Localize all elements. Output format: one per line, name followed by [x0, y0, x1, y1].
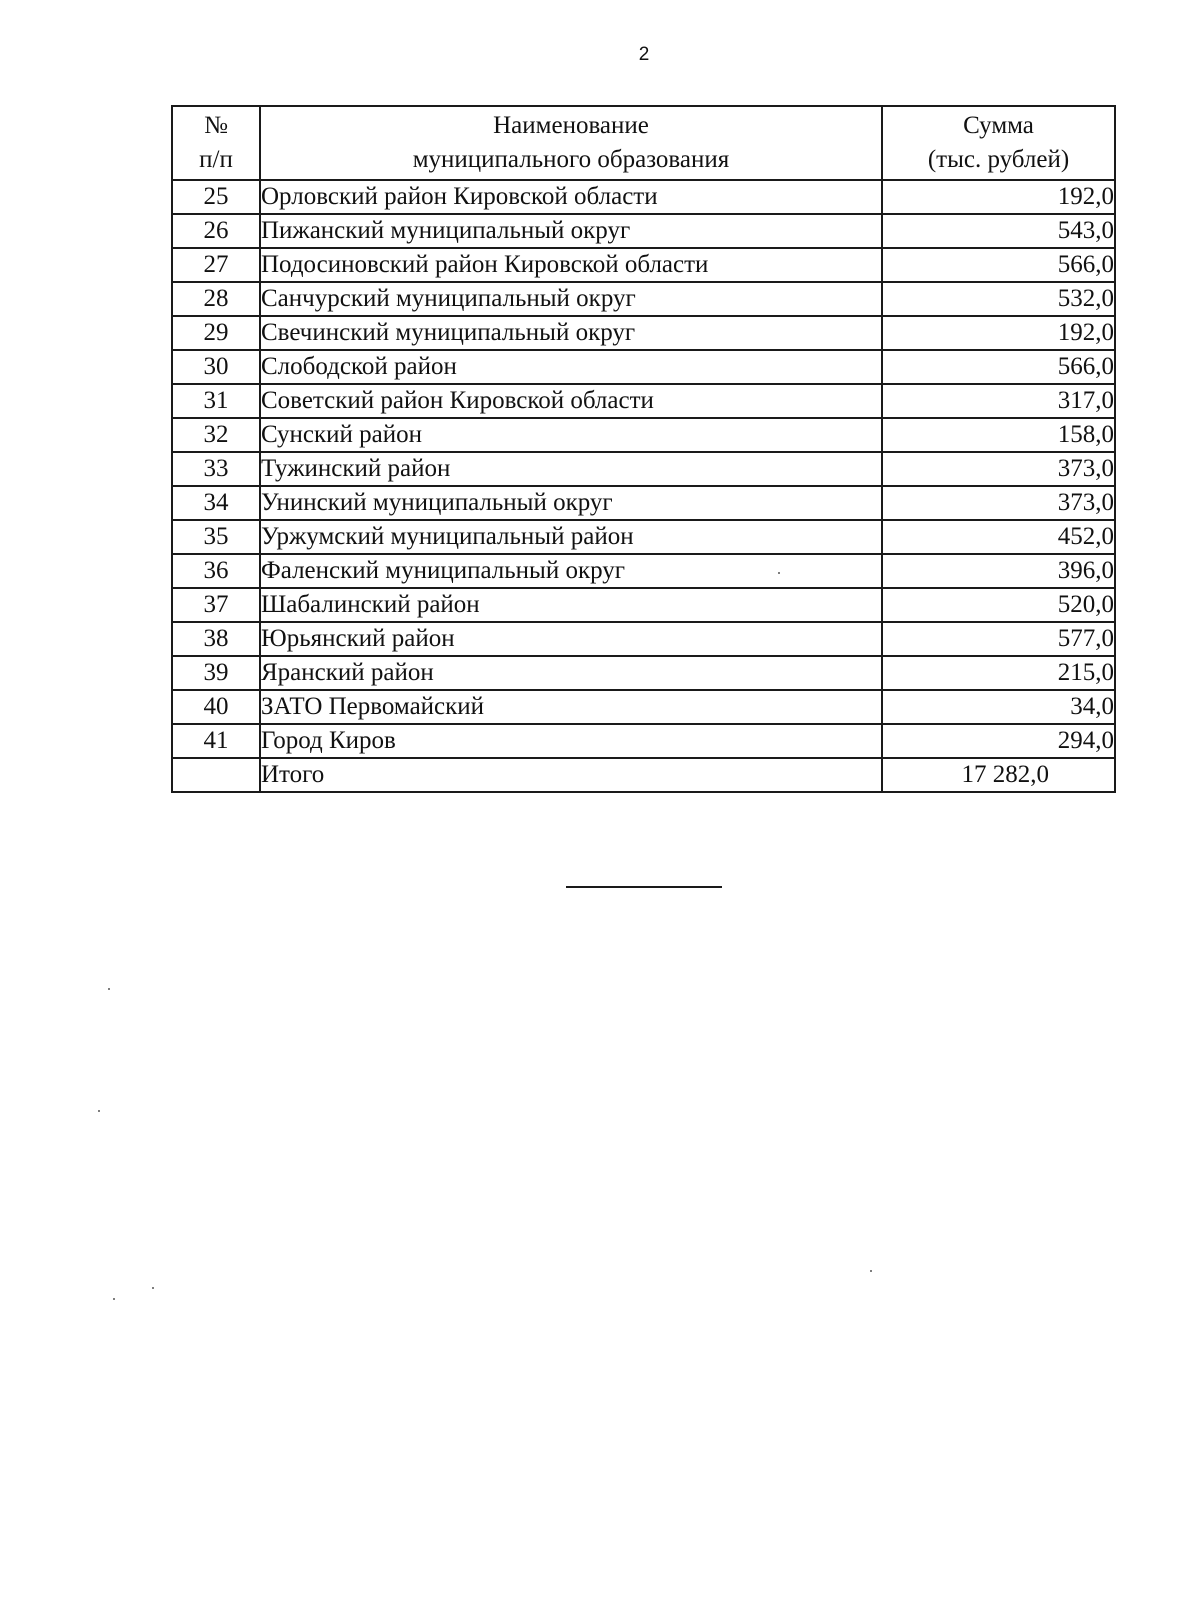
table-row: [172, 180, 1115, 214]
table-row: [172, 622, 1115, 656]
table-row: [172, 418, 1115, 452]
row-sum: 373,0: [882, 486, 1115, 520]
row-number: 29: [172, 316, 260, 350]
scan-speck: [152, 1287, 154, 1289]
header-sum: [882, 106, 1115, 180]
table-row: [172, 248, 1115, 282]
row-number: 38: [172, 622, 260, 656]
row-number: 33: [172, 452, 260, 486]
end-of-document-rule: [566, 886, 722, 888]
row-number: 34: [172, 486, 260, 520]
allocation-table: [171, 105, 1116, 793]
row-number: 32: [172, 418, 260, 452]
row-sum: 215,0: [882, 656, 1115, 690]
table-row: [172, 214, 1115, 248]
total-row: [172, 758, 1115, 792]
row-number: 27: [172, 248, 260, 282]
table-row: [172, 452, 1115, 486]
row-name: Унинский муниципальный округ: [260, 486, 882, 520]
total-number: [172, 758, 260, 792]
row-number: 30: [172, 350, 260, 384]
row-sum: 532,0: [882, 282, 1115, 316]
header-sum-line-2: (тыс. рублей): [927, 146, 1070, 173]
scan-speck: [870, 1270, 872, 1272]
row-sum: 566,0: [882, 248, 1115, 282]
row-sum: 317,0: [882, 384, 1115, 418]
table-row: [172, 656, 1115, 690]
row-name: Подосиновский район Кировской области: [260, 248, 882, 282]
scan-speck: [778, 572, 780, 574]
scan-speck: [113, 1298, 115, 1300]
row-sum: 158,0: [882, 418, 1115, 452]
row-name: Шабалинский район: [260, 588, 882, 622]
row-number: 41: [172, 724, 260, 758]
row-sum: 520,0: [882, 588, 1115, 622]
row-name: Пижанский муниципальный округ: [260, 214, 882, 248]
total-sum: 17 282,0: [882, 758, 1115, 792]
row-name: Яранский район: [260, 656, 882, 690]
row-name: Сунский район: [260, 418, 882, 452]
row-number: 40: [172, 690, 260, 724]
header-name: [260, 106, 882, 180]
row-sum: 396,0: [882, 554, 1115, 588]
table-row: [172, 282, 1115, 316]
header-name-line-2: муниципального образования: [412, 146, 730, 173]
table-row: [172, 520, 1115, 554]
row-number: 35: [172, 520, 260, 554]
row-name: Советский район Кировской области: [260, 384, 882, 418]
row-name: Тужинский район: [260, 452, 882, 486]
row-name: Город Киров: [260, 724, 882, 758]
scan-speck: [108, 988, 110, 990]
row-sum: 577,0: [882, 622, 1115, 656]
table-row: [172, 384, 1115, 418]
header-sum-line-1: Сумма: [963, 112, 1034, 139]
row-sum: 566,0: [882, 350, 1115, 384]
row-sum: 373,0: [882, 452, 1115, 486]
table-row: [172, 486, 1115, 520]
row-name: Слободской район: [260, 350, 882, 384]
row-number: 25: [172, 180, 260, 214]
header-number-line-2: п/п: [199, 146, 233, 173]
row-number: 37: [172, 588, 260, 622]
row-name: Свечинский муниципальный округ: [260, 316, 882, 350]
page-number: 2: [638, 44, 650, 65]
row-name: Санчурский муниципальный округ: [260, 282, 882, 316]
row-number: 31: [172, 384, 260, 418]
row-name: ЗАТО Первомайский: [260, 690, 882, 724]
row-sum: 192,0: [882, 316, 1115, 350]
row-name: Уржумский муниципальный район: [260, 520, 882, 554]
row-sum: 452,0: [882, 520, 1115, 554]
header-number: [172, 106, 260, 180]
row-name: Орловский район Кировской области: [260, 180, 882, 214]
table-row: [172, 554, 1115, 588]
row-number: 36: [172, 554, 260, 588]
row-sum: 294,0: [882, 724, 1115, 758]
row-sum: 34,0: [882, 690, 1115, 724]
row-sum: 543,0: [882, 214, 1115, 248]
header-number-line-1: №: [204, 112, 228, 139]
row-name: Фаленский муниципальный округ: [260, 554, 882, 588]
table-row: [172, 350, 1115, 384]
table-header-row: [172, 106, 1115, 180]
table-row: [172, 316, 1115, 350]
table-row: [172, 588, 1115, 622]
total-label: Итого: [260, 758, 882, 792]
table-row: [172, 690, 1115, 724]
row-number: 28: [172, 282, 260, 316]
scan-speck: [98, 1110, 100, 1112]
row-name: Юрьянский район: [260, 622, 882, 656]
table-row: [172, 724, 1115, 758]
row-number: 39: [172, 656, 260, 690]
header-name-line-1: Наименование: [493, 112, 649, 139]
row-sum: 192,0: [882, 180, 1115, 214]
row-number: 26: [172, 214, 260, 248]
